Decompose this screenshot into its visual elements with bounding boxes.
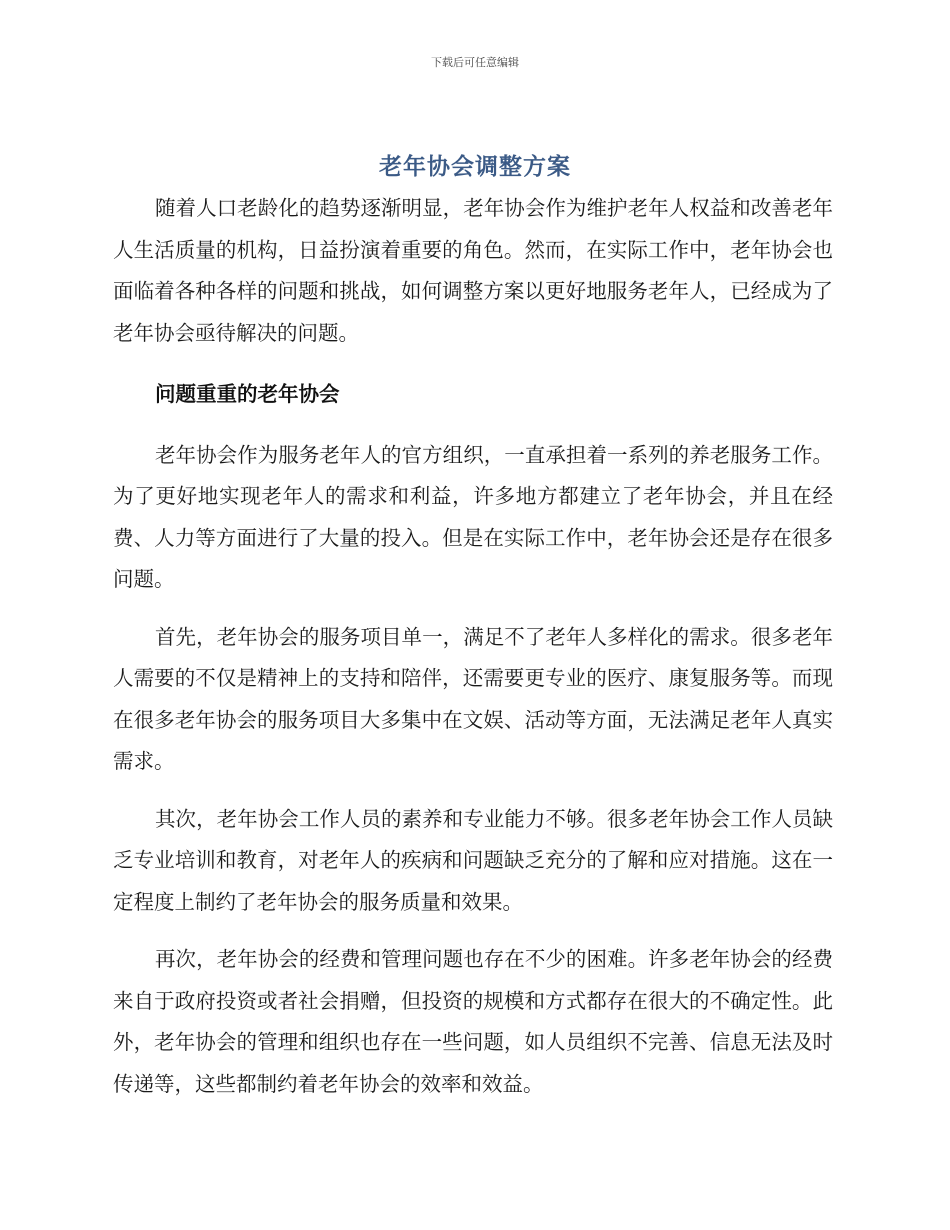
intro-paragraph: 随着人口老龄化的趋势逐渐明显，老年协会作为维护老年人权益和改善老年人生活质量的机构，日益扮演着重要的角色。然而，在实际工作中，老年协会也面临着各种各样的问题和挑战，如何调整方案以更好地服务老年人，已经成为了老年协会亟待解决的问题。 [113,196,833,345]
document-title: 老年协会调整方案 [379,154,571,180]
page-header: 下载后可任意编辑 [431,56,519,69]
section-heading: 问题重重的老年协会 [155,382,340,406]
body-paragraph: 其次，老年协会工作人员的素养和专业能力不够。很多老年协会工作人员缺乏专业培训和教育，对老年人的疾病和问题缺乏充分的了解和应对措施。这在一定程度上制约了老年协会的服务质量和效果。 [113,806,833,914]
body-paragraph: 再次，老年协会的经费和管理问题也存在不少的困难。许多老年协会的经费来自于政府投资或者社会捐赠，但投资的规模和方式都存在很大的不确定性。此外，老年协会的管理和组织也存在一些问题，如人员组织不完善、信息无法及时传递等，这些都制约着老年协会的效率和效益。 [113,947,833,1096]
body-paragraph: 首先，老年协会的服务项目单一，满足不了老年人多样化的需求。很多老年人需要的不仅是精神上的支持和陪伴，还需要更专业的医疗、康复服务等。而现在很多老年协会的服务项目大多集中在文娱、活动等方面，无法满足老年人真实需求。 [113,624,833,773]
document-body [113,188,833,1105]
body-paragraph: 老年协会作为服务老年人的官方组织，一直承担着一系列的养老服务工作。为了更好地实现老年人的需求和利益，许多地方都建立了老年协会，并且在经费、人力等方面进行了大量的投入。但是在实际工作中，老年协会还是存在很多问题。 [113,442,833,591]
